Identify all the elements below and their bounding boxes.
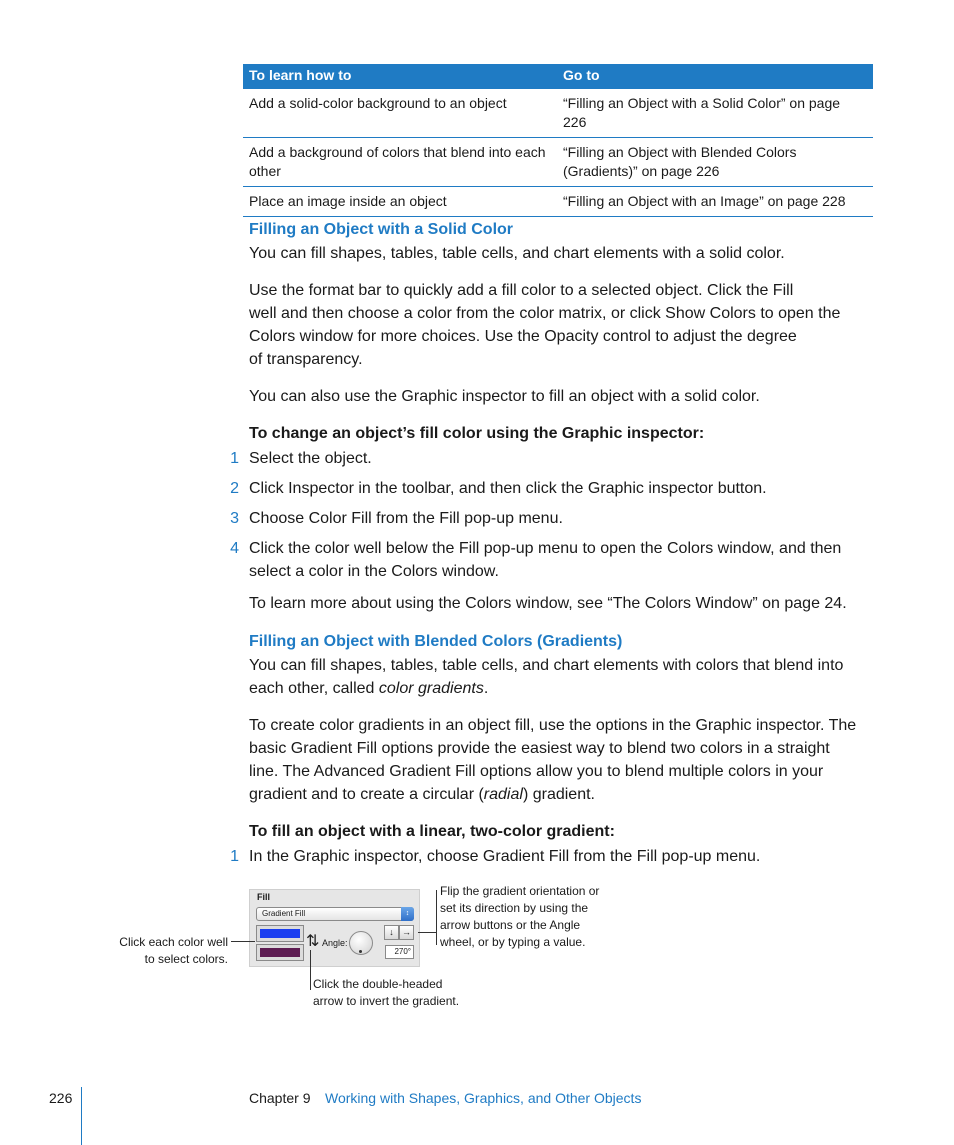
table-row bbox=[243, 187, 873, 217]
callout-leader-line bbox=[436, 890, 437, 945]
table-row bbox=[243, 138, 873, 187]
step-line: select a color in the Colors window. bbox=[249, 563, 499, 580]
reference-table bbox=[243, 64, 873, 217]
paragraph-line: You can fill shapes, tables, table cells, and chart elements with colors that blend into bbox=[249, 657, 844, 674]
table-header-learn: To learn how to bbox=[243, 64, 557, 89]
callout-orientation bbox=[440, 883, 630, 951]
invert-gradient-arrow-icon[interactable]: ⇅ bbox=[306, 933, 320, 950]
step-text: Choose Color Fill from the Fill pop-up menu. bbox=[249, 510, 563, 527]
step-line: Click the color well below the Fill pop-up menu to open the Colors window, and then bbox=[249, 540, 842, 557]
page-number: 226 bbox=[49, 1090, 73, 1106]
step-number: 3 bbox=[230, 510, 239, 527]
footer-chapter: Chapter 9 bbox=[249, 1090, 311, 1106]
angle-label: Angle: bbox=[322, 938, 348, 948]
paragraph: You can fill shapes, tables, table cells, and chart elements with a solid color. bbox=[249, 245, 785, 262]
step-note: To learn more about using the Colors window, see “The Colors Window” on page 24. bbox=[249, 595, 847, 612]
callout-line: arrow to invert the gradient. bbox=[313, 994, 460, 1008]
paragraph-line: To create color gradients in an object fill, use the options in the Graphic inspector. The bbox=[249, 717, 857, 734]
paragraph bbox=[249, 714, 869, 806]
callout-leader-line bbox=[418, 932, 436, 933]
callout-line: Click the double-headed bbox=[313, 977, 443, 991]
step-number: 1 bbox=[230, 848, 239, 865]
text-run: ) gradient. bbox=[522, 786, 595, 803]
step-text: In the Graphic inspector, choose Gradient Fill from the Fill pop-up menu. bbox=[249, 848, 761, 865]
text-run: each other, called bbox=[249, 680, 379, 697]
callout-line: Click each color well bbox=[119, 935, 228, 949]
text-run: gradient and to create a circular ( bbox=[249, 786, 484, 803]
paragraph-line: line. The Advanced Gradient Fill options allow you to blend multiple colors in your bbox=[249, 763, 824, 780]
section-heading-solid-color: Filling an Object with a Solid Color bbox=[249, 221, 514, 238]
step-number: 1 bbox=[230, 450, 239, 467]
callout-leader-line bbox=[231, 941, 255, 942]
paragraph-line: Use the format bar to quickly add a fill color to a selected object. Click the Fill bbox=[249, 282, 794, 299]
step-text: Select the object. bbox=[249, 450, 372, 467]
direction-down-button[interactable] bbox=[384, 925, 399, 940]
table-cell: Add a solid-color background to an object bbox=[243, 89, 557, 138]
color-well-end[interactable] bbox=[256, 944, 304, 961]
step-number: 4 bbox=[230, 540, 239, 557]
paragraph-line: well and then choose a color from the color matrix, or click Show Colors to open the bbox=[249, 305, 841, 322]
text-run: . bbox=[483, 680, 489, 697]
task-heading: To fill an object with a linear, two-color gradient: bbox=[249, 823, 615, 840]
callout-line: Flip the gradient orientation or bbox=[440, 884, 600, 898]
paragraph-line: basic Gradient Fill options provide the easiest way to blend two colors in a straight bbox=[249, 740, 830, 757]
table-cell-link[interactable]: “Filling an Object with Blended Colors (Gradients)” on page 226 bbox=[557, 138, 873, 187]
fill-popup-value: Gradient Fill bbox=[262, 909, 306, 918]
emphasis: radial bbox=[483, 786, 523, 803]
paragraph-line: Colors window for more choices. Use the Opacity control to adjust the degree bbox=[249, 328, 797, 345]
table-cell-link[interactable]: “Filling an Object with an Image” on page 228 bbox=[557, 187, 873, 217]
footer-chapter-title: Working with Shapes, Graphics, and Other Objects bbox=[325, 1090, 642, 1106]
table-cell: Place an image inside an object bbox=[243, 187, 557, 217]
footer-divider bbox=[81, 1087, 82, 1145]
step-text bbox=[249, 537, 869, 583]
callout-color-wells bbox=[90, 934, 228, 968]
color-swatch bbox=[260, 929, 300, 938]
paragraph: You can also use the Graphic inspector to fill an object with a solid color. bbox=[249, 388, 760, 405]
callout-line: arrow buttons or the Angle bbox=[440, 918, 581, 932]
step-text: Click Inspector in the toolbar, and then click the Graphic inspector button. bbox=[249, 480, 767, 497]
fill-popup-menu[interactable] bbox=[256, 907, 414, 921]
callout-leader-line bbox=[310, 950, 311, 990]
table-header-goto: Go to bbox=[557, 64, 873, 89]
callout-line: set its direction by using the bbox=[440, 901, 589, 915]
table-cell: Add a background of colors that blend into each other bbox=[243, 138, 557, 187]
table-header-row bbox=[243, 64, 873, 89]
arrow-down-icon: ↓ bbox=[389, 927, 394, 937]
updown-arrows-icon: ↕ bbox=[401, 907, 414, 921]
paragraph-line bbox=[249, 677, 869, 700]
color-swatch bbox=[260, 948, 300, 957]
table-row bbox=[243, 89, 873, 138]
callout-invert bbox=[313, 976, 513, 1010]
step-number: 2 bbox=[230, 480, 239, 497]
arrow-right-icon: → bbox=[402, 927, 411, 937]
color-well-start[interactable] bbox=[256, 925, 304, 942]
direction-right-button[interactable] bbox=[399, 925, 414, 940]
emphasis: color gradients bbox=[378, 680, 484, 697]
callout-line: wheel, or by typing a value. bbox=[440, 935, 586, 949]
section-heading-gradients: Filling an Object with Blended Colors (Gradients) bbox=[249, 633, 623, 650]
table-cell-link[interactable]: “Filling an Object with a Solid Color” on page 226 bbox=[557, 89, 873, 138]
task-heading: To change an object’s fill color using the Graphic inspector: bbox=[249, 425, 705, 442]
fill-label: Fill bbox=[257, 892, 270, 902]
paragraph bbox=[249, 654, 869, 700]
angle-wheel-indicator bbox=[359, 950, 362, 953]
paragraph-line: of transparency. bbox=[249, 351, 363, 368]
angle-value-field[interactable]: 270° bbox=[385, 945, 414, 959]
paragraph-line bbox=[249, 783, 869, 806]
callout-line: to select colors. bbox=[144, 952, 228, 966]
paragraph bbox=[249, 279, 869, 371]
